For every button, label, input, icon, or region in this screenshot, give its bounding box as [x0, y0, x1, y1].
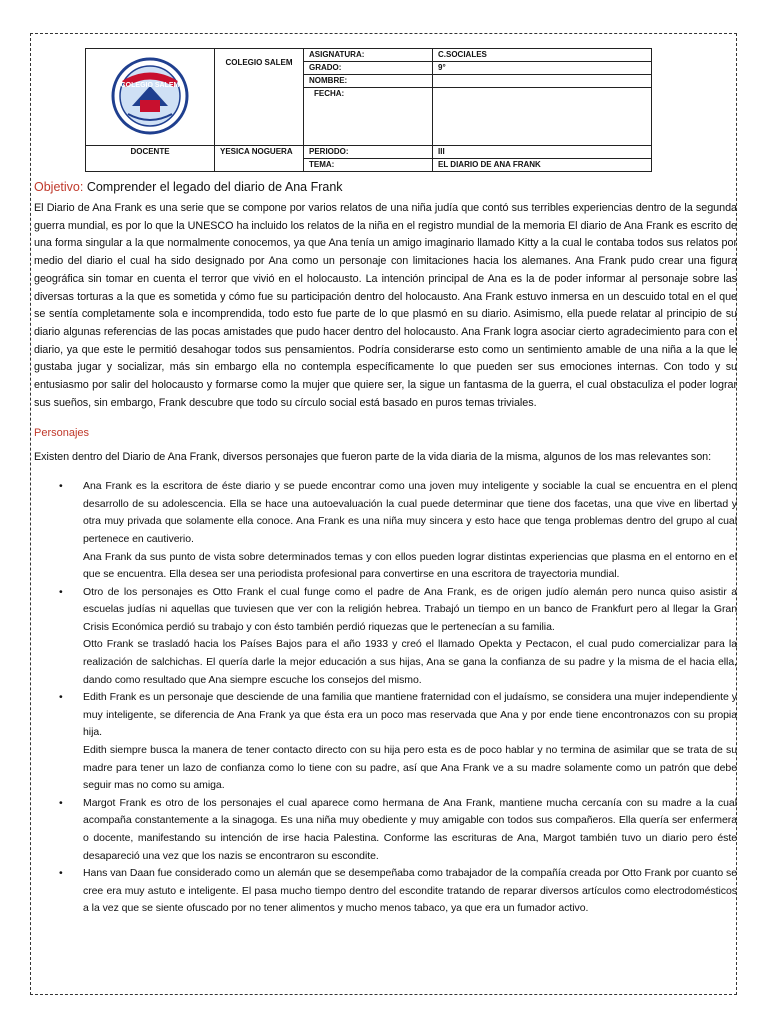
- bullet-icon: •: [59, 867, 63, 880]
- character-text: Edith siempre busca la manera de tener contacto directo con su hija pero esta es de poco hablar y no termina de asimilar que se trata de su madre para tener un lazo de confianza como lo tiene con su padre, así que Ana Frank ve a su madre solamente como un patrón que debe seguir mas no como su amiga.: [83, 744, 737, 792]
- label-nombre: NOMBRE:: [304, 75, 433, 88]
- character-text: Ana Frank es la escritora de éste diario y se puede encontrar como una joven muy inteligente y sociable la cual se encuentra en el pleno desarrollo de su adolescencia. Ella se hace una autoevaluación la cual puede determinar que tiene dos facetas, una que vive en libertad y otra muy privada que solamente ella conoce. Ana Frank es una niña muy sincera y esto hace que tenga problemas dentro del grupo al cual pertenece en cautiverio.: [83, 480, 737, 545]
- label-fecha: FECHA:: [304, 88, 433, 146]
- value-asignatura: C.SOCIALES: [433, 49, 652, 62]
- value-tema: EL DIARIO DE ANA FRANK: [433, 159, 652, 172]
- value-periodo: III: [433, 146, 652, 159]
- school-logo: [110, 56, 190, 136]
- label-periodo: PERIODO:: [304, 146, 433, 159]
- character-text: Otto Frank se trasladó hacia los Países Bajos para el año 1933 y creó el llamado Opekta y Pectacon, el cual pudo comercializar para la realización de salchichas. El quería darle la mejor educación a sus hijas, Ana se gana la confianza de su padre y la misma de el hacia ella, dando como resultado que Ana siempre escuche los consejos del mismo.: [83, 638, 737, 686]
- bullet-icon: •: [59, 691, 63, 704]
- bullet-icon: •: [59, 480, 63, 493]
- label-tema: TEMA:: [304, 159, 433, 172]
- characters-list: [34, 478, 737, 918]
- objective-text: Comprender el legado del diario de Ana Frank: [83, 180, 343, 194]
- list-item: [34, 865, 737, 918]
- label-asignatura: ASIGNATURA:: [304, 49, 433, 62]
- character-text: Ana Frank da sus punto de vista sobre determinados temas y con ellos pueden lograr distintas experiencias que plasma en el entorno en el que se encuentra. Ella desea ser una periodista profesional para convertirse en una escritora de trayectoria mundial.: [83, 550, 737, 581]
- value-nombre[interactable]: [433, 75, 652, 88]
- value-docente: YESICA NOGUERA: [215, 146, 304, 172]
- value-grado: 9°: [433, 62, 652, 75]
- character-text: Otro de los personajes es Otto Frank el cual funge como el padre de Ana Frank, es de origen judío alemán pero nunca quiso asistir a escuelas judías ni aquellas que tuviesen que ver con la religión hebrea. Trabajó un tiempo en un banco de Frankfurt pero al llegar la Gran Crisis Económica perdió su trabajo y con ésto también perdió riquezas que le pertenecían a su familia.: [83, 585, 737, 633]
- personajes-intro: Existen dentro del Diario de Ana Frank, diversos personajes que fueron parte de la vida diaria de la misma, algunos de los mas relevantes son:: [34, 451, 712, 464]
- list-item: [34, 795, 737, 865]
- bullet-icon: •: [59, 796, 63, 809]
- header-table: [85, 48, 652, 172]
- logo-text: COLEGIO SALEM: [120, 81, 180, 89]
- character-text: Hans van Daan fue considerado como un alemán que se desempeñaba como trabajador de la compañía creada por Otto Frank por cuanto se cree era muy astuto e inteligente. El pasa mucho tiempo dentro del escondite tratando de reparar diversos artículos como electrodomésticos a la vez que se siente ofuscado por no tener alimentos y mucho menos tabaco, ya que era un fumador activo.: [83, 867, 737, 915]
- school-logo-cell: [86, 49, 215, 146]
- personajes-heading: Personajes: [34, 427, 90, 440]
- list-item: [34, 478, 737, 584]
- character-text: Margot Frank es otro de los personajes el cual aparece como hermana de Ana Frank, mantiene mucha cercanía con su madre a la cual acompaña constantemente a la sinagoga. Es una niña muy obediente y muy amigable con todos sus compañeros. Ella quería ser enfermera o docente, manifestando su intención de irse hacia Palestina. Conforme las escrituras de Ana, Margot también tuvo un diario pero éste desapareció una vez que los nazis se encontraron su escondite.: [83, 796, 737, 862]
- objective-label: Objetivo:: [34, 180, 84, 194]
- bullet-icon: •: [59, 585, 63, 598]
- document-content: [34, 48, 737, 918]
- school-name: COLEGIO SALEM: [215, 49, 304, 146]
- intro-paragraph: El Diario de Ana Frank es una serie que se compone por varios relatos de una niña judía que contó sus terribles experiencias dentro de la segunda guerra mundial, es por lo que la UNESCO ha incluido los relatos de la niña en el registro mundial de la memoria El diario de Ana Frank es escrito de una forma singular a la que normalmente conocemos, ya que Ana tenía un amigo imaginario llamado Kitty a la cual le contaba todos sus relatos por medio del diario el cual ha sido designado por Ana como un personaje con limitaciones hacia los alemanes. Ana Frank pudo crear una figura geográfica sin tomar en cuenta el terror que vivió en el holocausto. La intención principal de Ana es la de poder informar al personaje sobre las diversas torturas a la que es sometida y cómo fue su participación dentro del holocausto. Ana Frank estuvo inmersa en un descuido total en el que se sentía completamente sola e incomprendida, todo esto fue parte de lo que plasmó en su diario. Asimismo, ella puede relatar al principio de su diario algunas referencias de las pocas amistades que pudo hacer dentro del holocausto. Ana Frank logra asociar cierto agradecimiento para con el diario, ya que este le permitió desahogar todos sus pensamientos. Podría considerarse esto como un sentimiento amable de una niña a la que le gustaba jugar y socializar, más sin embargo ella no contempla específicamente lo que pueden ser sus emociones internas. Con todo y su entusiasmo por salir del holocausto y formarse como la mujer que quiere ser, la sigue un fantasma de la guerra, el cual obstaculiza el poder lograr sus sueños, sin embargo, Frank descubre que todo su círculo social está basado en puros temas triviales.: [34, 202, 737, 409]
- label-grado: GRADO:: [304, 62, 433, 75]
- list-item: [34, 584, 737, 690]
- value-fecha[interactable]: [433, 88, 652, 146]
- character-text: Edith Frank es un personaje que desciende de una familia que mantiene fraternidad con el judaísmo, se considera una mujer independiente y muy inteligente, se diferencia de Ana Frank ya que ésta era un poco mas reservada que Ana y por ende tiene encontronazos con su propia hija.: [83, 691, 737, 739]
- objective: [34, 180, 737, 194]
- label-docente: DOCENTE: [86, 146, 215, 172]
- list-item: [34, 689, 737, 795]
